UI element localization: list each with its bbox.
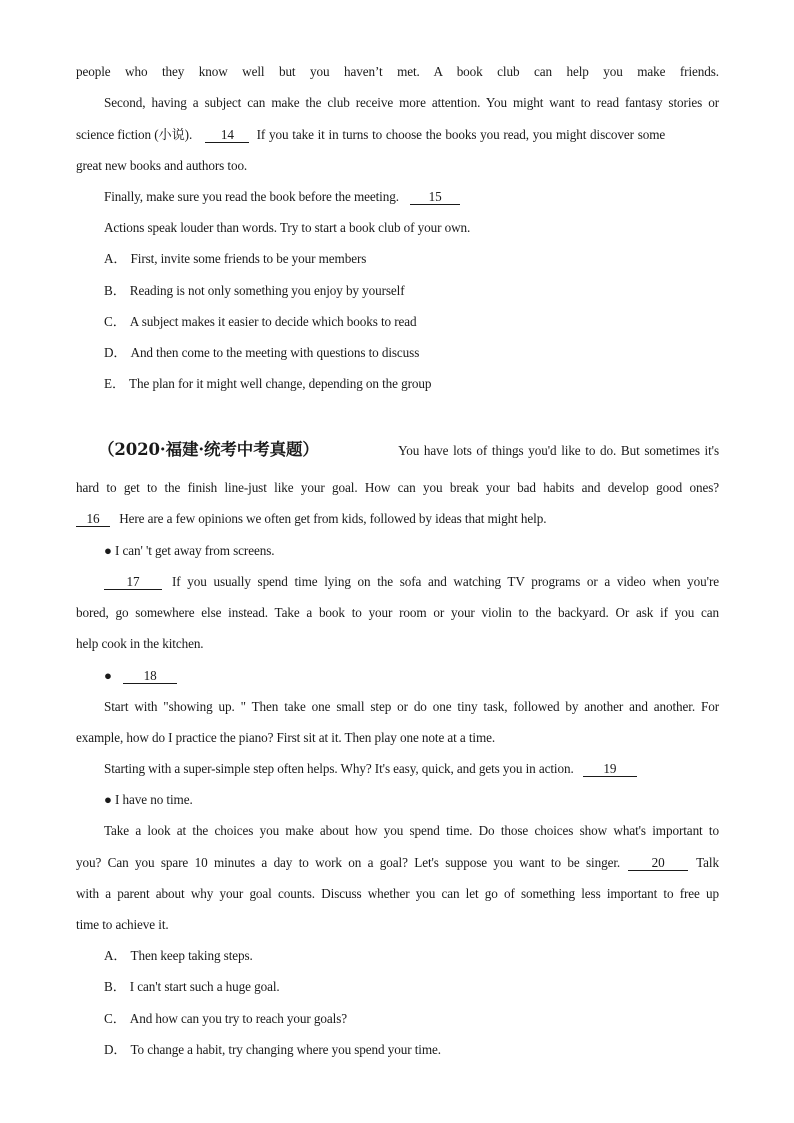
option-text: The plan for it might well change, depending on the group <box>129 376 432 391</box>
text: Starting with a super-simple step often helps. Why? It's easy, quick, and gets you in action. <box>104 761 574 776</box>
paragraph-line <box>76 126 665 144</box>
option-letter: E． <box>104 376 126 391</box>
answer-blank[interactable]: 20 <box>628 856 688 871</box>
bullet-line <box>104 791 193 809</box>
text: science fiction (小说). <box>76 127 193 142</box>
text: ● I can' 't get away from screens. <box>104 543 275 558</box>
option-c <box>104 313 417 331</box>
option-letter: B． <box>104 979 126 994</box>
paragraph-line <box>76 604 719 622</box>
text: example, how do I practice the piano? First sit at it. Then play one note at a time. <box>76 730 496 745</box>
option-e <box>104 375 431 393</box>
text: If you take it in turns to choose the books you read, you might discover some <box>256 127 666 142</box>
text: Here are a few opinions we often get from kids, followed by ideas that might help. <box>119 511 547 526</box>
text: you? Can you spare 10 minutes a day to work on a goal? Let's suppose you want to be singer. <box>76 855 621 870</box>
paragraph-line <box>76 635 204 653</box>
paragraph-line <box>76 157 247 175</box>
text: Start with "showing up. " Then take one small step or do one tiny task, followed by another and another. For <box>104 699 719 714</box>
option-text: To change a habit, try changing where you spend your time. <box>130 1042 441 1057</box>
option-text: And how can you try to reach your goals? <box>129 1011 347 1026</box>
text: people who they know well but you haven’t met. A book club can help you make friends. <box>76 64 719 79</box>
option-c <box>104 1010 347 1028</box>
text: with a parent about why your goal counts. Discuss whether you can let go of something less important to free up <box>76 886 719 901</box>
paragraph-line <box>76 885 719 903</box>
option-text: First, invite some friends to be your members <box>130 251 367 266</box>
paragraph-line <box>104 822 719 840</box>
text: If you usually spend time lying on the sofa and watching TV programs or a video when you're <box>172 574 719 589</box>
paragraph-line <box>104 188 460 206</box>
paragraph-line <box>76 854 719 872</box>
option-text: A subject makes it easier to decide which books to read <box>129 314 417 329</box>
answer-blank[interactable]: 17 <box>104 575 162 590</box>
paragraph-line <box>104 219 470 237</box>
paragraph-line <box>104 573 719 591</box>
option-text: I can't start such a huge goal. <box>129 979 280 994</box>
option-text: Then keep taking steps. <box>130 948 253 963</box>
answer-blank[interactable]: 14 <box>205 128 249 143</box>
paragraph-line <box>76 729 495 747</box>
option-text: Reading is not only something you enjoy by yourself <box>129 283 405 298</box>
bullet-line <box>104 542 274 560</box>
paragraph-line <box>76 510 546 528</box>
option-text: And then come to the meeting with questions to discuss <box>130 345 420 360</box>
text: time to achieve it. <box>76 917 169 932</box>
option-letter: D． <box>104 1042 127 1057</box>
option-b <box>104 282 405 300</box>
option-letter: A． <box>104 251 127 266</box>
option-letter: D． <box>104 345 127 360</box>
option-d <box>104 1041 441 1059</box>
option-letter: C． <box>104 314 126 329</box>
text: bored, go somewhere else instead. Take a book to your room or your violin to the backyard. Or ask if you can <box>76 605 719 620</box>
option-a <box>104 250 366 268</box>
text: Second, having a subject can make the club receive more attention. You might want to read fantasy stories or <box>104 95 719 110</box>
paragraph-line <box>104 698 719 716</box>
paragraph-line <box>76 479 719 497</box>
text: Actions speak louder than words. Try to start a book club of your own. <box>104 220 471 235</box>
answer-blank[interactable]: 16 <box>76 512 110 527</box>
option-letter: B． <box>104 283 126 298</box>
answer-blank[interactable]: 15 <box>410 190 460 205</box>
text: Take a look at the choices you make about how you spend time. Do those choices show what's important to <box>104 823 719 838</box>
option-b <box>104 978 280 996</box>
option-d <box>104 344 419 362</box>
text: You have lots of things you'd like to do. But sometimes it's <box>398 443 719 458</box>
answer-blank[interactable]: 19 <box>583 762 637 777</box>
bullet-line <box>104 667 177 685</box>
passage-heading-line <box>98 440 719 460</box>
text: great new books and authors too. <box>76 158 248 173</box>
paragraph-line <box>104 760 637 778</box>
text: help cook in the kitchen. <box>76 636 204 651</box>
option-a <box>104 947 253 965</box>
text: Talk <box>696 855 719 870</box>
text: Finally, make sure you read the book before the meeting. <box>104 189 399 204</box>
paragraph-line <box>76 63 719 81</box>
option-letter: A． <box>104 948 127 963</box>
bullet: ● <box>104 668 112 683</box>
paragraph-line <box>76 916 169 934</box>
text: hard to get to the finish line-just like your goal. How can you break your bad habits and develop good ones? <box>76 480 719 495</box>
paragraph-line <box>104 94 719 112</box>
option-letter: C． <box>104 1011 126 1026</box>
answer-blank[interactable]: 18 <box>123 669 177 684</box>
source-heading: （2020·福建·统考中考真题） <box>98 440 319 459</box>
text: ● I have no time. <box>104 792 193 807</box>
